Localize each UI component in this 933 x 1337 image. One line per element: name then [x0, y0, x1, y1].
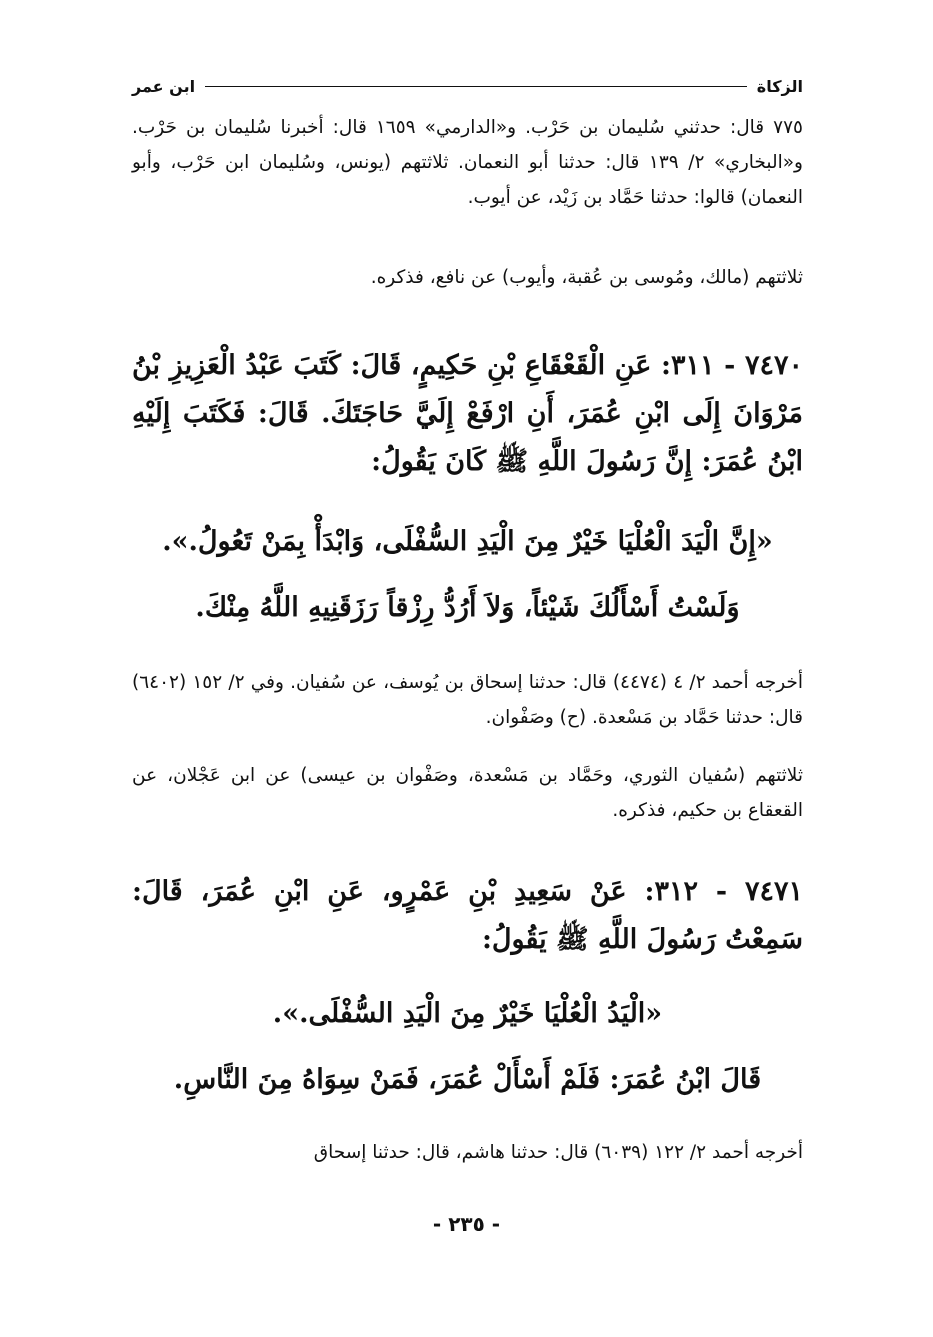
takhrij-7470-sources: أخرجه أحمد ٢/ ٤ (٤٤٧٤) قال: حدثنا إسحاق بن يُوسف، عن سُفيان. وفي ٢/ ١٥٢ (٦٤٠٢) قال: حدثنا حَمَّاد بن مَسْعدة. (ح) وصَفْوان. — [132, 672, 803, 728]
takhrij-775-summary: ثلاثتهم (مالك، ومُوسى بن عُقبة، وأيوب) عن نافع، فذكره. — [370, 267, 803, 288]
header-chapter: الزكاة — [756, 76, 803, 96]
hadith-7471-quote: «الْيَدُ الْعُلْيَا خَيْرٌ مِنَ الْيَدِ السُّفْلَى.». — [272, 998, 663, 1029]
takhrij-7471-sources: أخرجه أحمد ٢/ ١٢٢ (٦٠٣٩) قال: حدثنا هاشم، قال: حدثنا إسحاق — [313, 1142, 803, 1163]
hadith-7470-quote: «إِنَّ الْيَدَ الْعُلْيَا خَيْرٌ مِنَ الْيَدِ السُّفْلَى، وَابْدَأْ بِمَنْ تَعُولُ.». — [162, 526, 773, 557]
hadith-7471-text: ٧٤٧١ - ٣١٢: عَنْ سَعِيدِ بْنِ عَمْرٍو، عَنِ ابْنِ عُمَرَ، قَالَ: سَمِعْتُ رَسُولَ اللَّهِ ﷺ يَقُولُ: — [132, 876, 803, 955]
header-section: ابن عمر — [132, 76, 196, 96]
hadith-7470-text: ٧٤٧٠ - ٣١١: عَنِ الْقَعْقَاعِ بْنِ حَكِيمٍ، قَالَ: كَتَبَ عَبْدُ الْعَزِيزِ بْنُ مَرْوَانَ إِلَى ابْنِ عُمَرَ، أَنِ ارْفَعْ إِلَيَّ حَاجَتَكَ. قَالَ: فَكَتَبَ إِلَيْهِ ابْنُ عُمَرَ: إِنَّ رَسُولَ اللَّهِ ﷺ كَانَ يَقُولُ: — [132, 350, 803, 477]
page-number: - ٢٣٥ - — [432, 1212, 501, 1236]
takhrij-7470-summary: ثلاثتهم (سُفيان الثوري، وحَمَّاد بن مَسْعدة، وصَفْوان بن عيسى) عن ابن عَجْلان، عن القعقاع بن حكيم، فذكره. — [132, 765, 803, 821]
header-rule — [205, 86, 747, 87]
running-header — [132, 74, 803, 98]
hadith-7470-continuation: وَلَسْتُ أَسْأَلُكَ شَيْئاً، وَلاَ أَرُدُّ رِزْقاً رَزَقَنِيهِ اللَّهُ مِنْكَ. — [195, 592, 740, 623]
takhrij-775-sources: ٧٧٥ قال: حدثني سُليمان بن حَرْب. و«الدارمي» ١٦٥٩ قال: أخبرنا سُليمان بن حَرْب. و«البخاري» ٢/ ١٣٩ قال: حدثنا أبو النعمان. ثلاثتهم (يونس، وسُليمان ابن حَرْب، وأبو النعمان) قالوا: حدثنا حَمَّاد بن زَيْد، عن أيوب. — [132, 117, 803, 208]
hadith-7471-ibn-umar-comment: قَالَ ابْنُ عُمَرَ: فَلَمْ أَسْأَلْ عُمَرَ، فَمَنْ سِوَاهُ مِنَ النَّاسِ. — [173, 1064, 762, 1095]
